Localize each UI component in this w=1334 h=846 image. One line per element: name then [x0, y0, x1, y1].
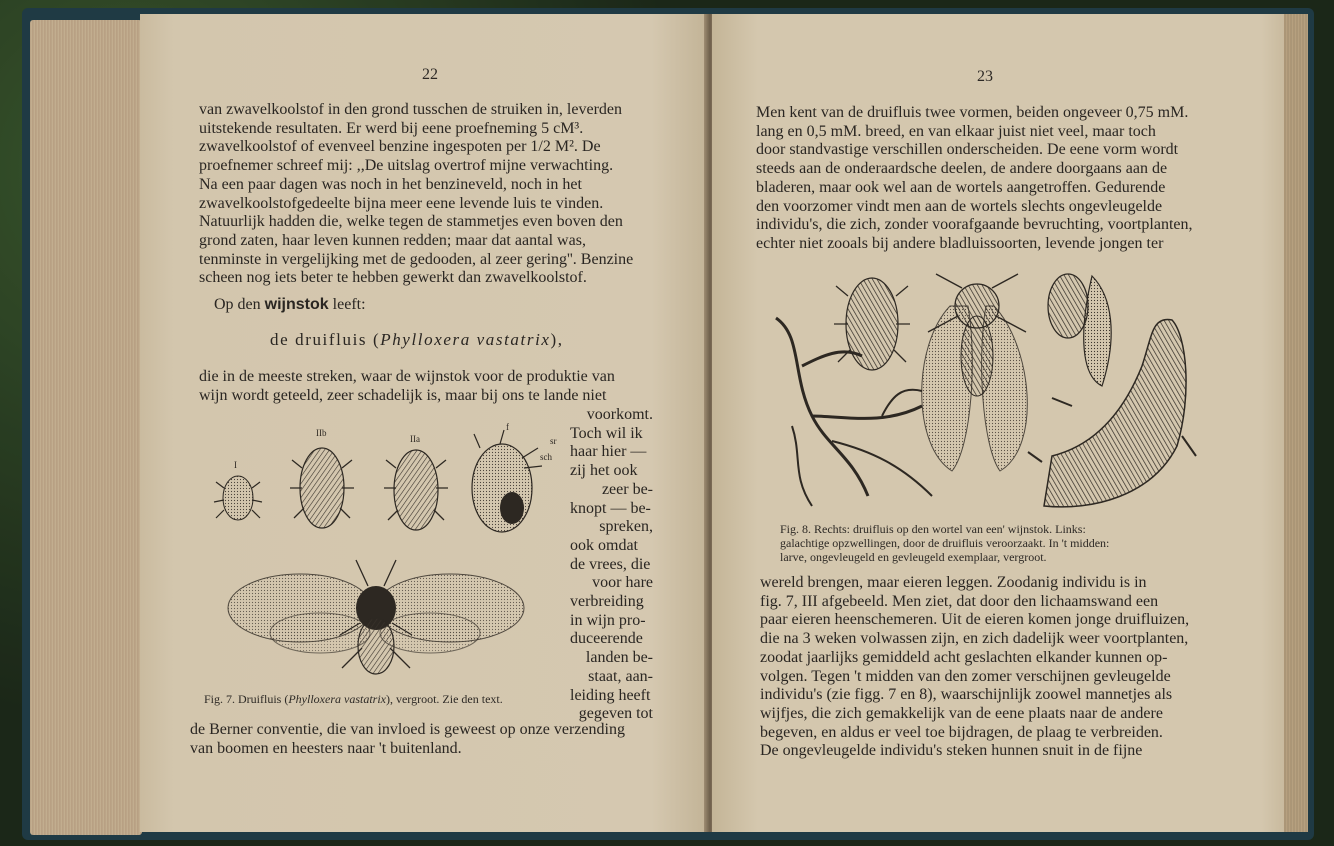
text-line: tenminste in vergelijking met de gedooden, al zeer gering''. Benzine: [199, 250, 634, 268]
louse-i-drawing: [214, 476, 262, 520]
text-line: Men kent van de druifluis twee vormen, beiden ongeveer 0,75 mM.: [756, 104, 1189, 121]
text-line: van boomen en heesters naar 't buitenland.: [190, 739, 462, 757]
text-line: individu's (zie figg. 7 en 8), waarschijnlijk zoowel mannetjes als: [760, 686, 1173, 704]
caption-line: Fig. 8. Rechts: druifluis op den wortel van een' wijnstok. Links:: [780, 522, 1086, 536]
winged-adult-drawing: [922, 274, 1028, 471]
left-page-number: 22: [422, 66, 438, 83]
text-line: individu's, die zich, zonder voorafgaande bevruchting, voortplanten,: [756, 216, 1193, 234]
wingless-adult-drawing: [1048, 274, 1111, 386]
phylloxera-figure-8: [772, 266, 1202, 516]
right-page-text-top: [756, 104, 1216, 254]
root-with-lice-drawing: [1028, 319, 1196, 506]
text-line: wijfjes, die zich gemakkelijk van de eene plaats naar de andere: [760, 704, 1163, 722]
fig-label-sr: sr: [550, 436, 557, 446]
right-page-number: 23: [977, 68, 993, 85]
fig-label-sch: sch: [540, 452, 552, 462]
text-line: Na een paar dagen was noch in het benzineveld, noch in het: [199, 175, 582, 193]
text-line: die in de meeste streken, waar de wijnstok voor de produktie van: [199, 368, 615, 385]
text-line: die na 3 weken volwassen zijn, en zich dadelijk weer voortplanten,: [760, 630, 1189, 648]
text-line: zwavelkoolstofgedeelte bijna meer eene levende luis te vinden.: [199, 194, 604, 212]
text-line: paar eieren heenschemeren. Uit de eieren komen jonge druifluizen,: [760, 611, 1190, 629]
vine-intro: Op den wijnstok leeft:: [214, 296, 366, 313]
larva-drawing: [834, 278, 910, 370]
text-line: echter niet zooals bij andere bladluissoorten, levende jongen ter: [756, 234, 1164, 252]
page-edges-right: [1282, 14, 1308, 832]
figure-8-caption: [780, 522, 1212, 564]
right-page-text-bottom: [760, 574, 1220, 761]
louse-iia-drawing: [384, 450, 448, 530]
text-line: wijn wordt geteeld, zeer schadelijk is, maar bij ons te lande niet: [199, 386, 607, 404]
left-page-text-top: [199, 101, 656, 288]
fig-label-f: f: [506, 422, 509, 432]
text-line: steeds aan de onderaardsche deelen, de andere doorgaans aan de: [756, 160, 1168, 178]
fig-label-iia: IIa: [410, 434, 420, 444]
figure-7-caption: Fig. 7. Druifluis (Phylloxera vastatrix), vergroot. Zie den text.: [204, 692, 503, 706]
text-line: uitstekende resultaten. Er werd bij eene proefneming 5 cM³.: [199, 119, 584, 137]
louse-iib-drawing: [290, 448, 354, 528]
text-line: zwavelkoolstof of evenveel benzine ingespoten per 1/2 M². De: [199, 138, 601, 156]
phylloxera-figure-7: [200, 418, 568, 688]
text-line: Natuurlijk hadden die, welke tegen de stammetjes even boven den: [199, 213, 623, 231]
text-line: grond zaten, haar leven kunnen redden; maar dat aantal was,: [199, 231, 586, 249]
text-line: den voorzomer vindt men aan de wortels slechts ongevleugelde: [756, 197, 1163, 215]
fig-label-iib: IIb: [316, 428, 327, 438]
text-line: wereld brengen, maar eieren leggen. Zoodanig individu is in: [760, 574, 1147, 591]
winged-louse-drawing: [228, 560, 524, 674]
text-line: begeven, en aldus er veel toe bijdragen, de plaag te verbreiden.: [760, 723, 1163, 741]
left-page-text-bottom: [190, 721, 652, 758]
text-line: bladeren, maar ook wel aan de wortels aangetroffen. Gedurende: [756, 178, 1166, 196]
text-line: fig. 7, III afgebeeld. Men ziet, dat door den lichaamswand een: [760, 592, 1159, 610]
text-line: volgen. Tegen 't midden van den zomer verschijnen gevleugelde: [760, 667, 1171, 685]
text-line: door standvastige verschillen onderscheiden. De eene vorm wordt: [756, 141, 1179, 159]
caption-line: galachtige opzwellingen, door de druifluis veroorzaakt. In 't midden:: [780, 536, 1110, 550]
left-page-text-middle: [199, 368, 656, 405]
species-heading: de druifluis (Phylloxera vastatrix),: [270, 330, 564, 349]
text-line: lang en 0,5 mM. breed, en van elkaar juist niet veel, maar toch: [756, 122, 1156, 140]
fig-label-i: I: [234, 460, 237, 470]
text-line: scheen nog iets beter te hebben gewerkt dan zwavelkoolstof.: [199, 269, 587, 287]
page-edges-left: [30, 20, 142, 835]
text-line: zoodat jaarlijks gemiddeld acht geslachten elkander kunnen op-: [760, 648, 1168, 666]
text-line: De ongevleugelde individu's steken hunnen snuit in de fijne: [760, 742, 1143, 760]
narrow-text-column: voorkomt. Toch wil ik haar hier — zij het ook zeer be- knopt — be- spreken, ook omdat de vrees, die voor hare verbreiding in wijn pro- duceerende landen be- staat, aan- leiding heeft gegeven tot: [570, 406, 653, 723]
text-line: van zwavelkoolstof in den grond tusschen de struiken in, leverden: [199, 101, 622, 118]
caption-line: larve, ongevleugeld en gevleugeld exemplaar, vergroot.: [780, 550, 1047, 564]
text-line: de Berner conventie, die van invloed is geweest op onze verzending: [190, 721, 625, 738]
louse-iii-drawing: [472, 430, 542, 532]
text-line: proefnemer schreef mij: ,,De uitslag overtrof mijne verwachting.: [199, 157, 614, 175]
